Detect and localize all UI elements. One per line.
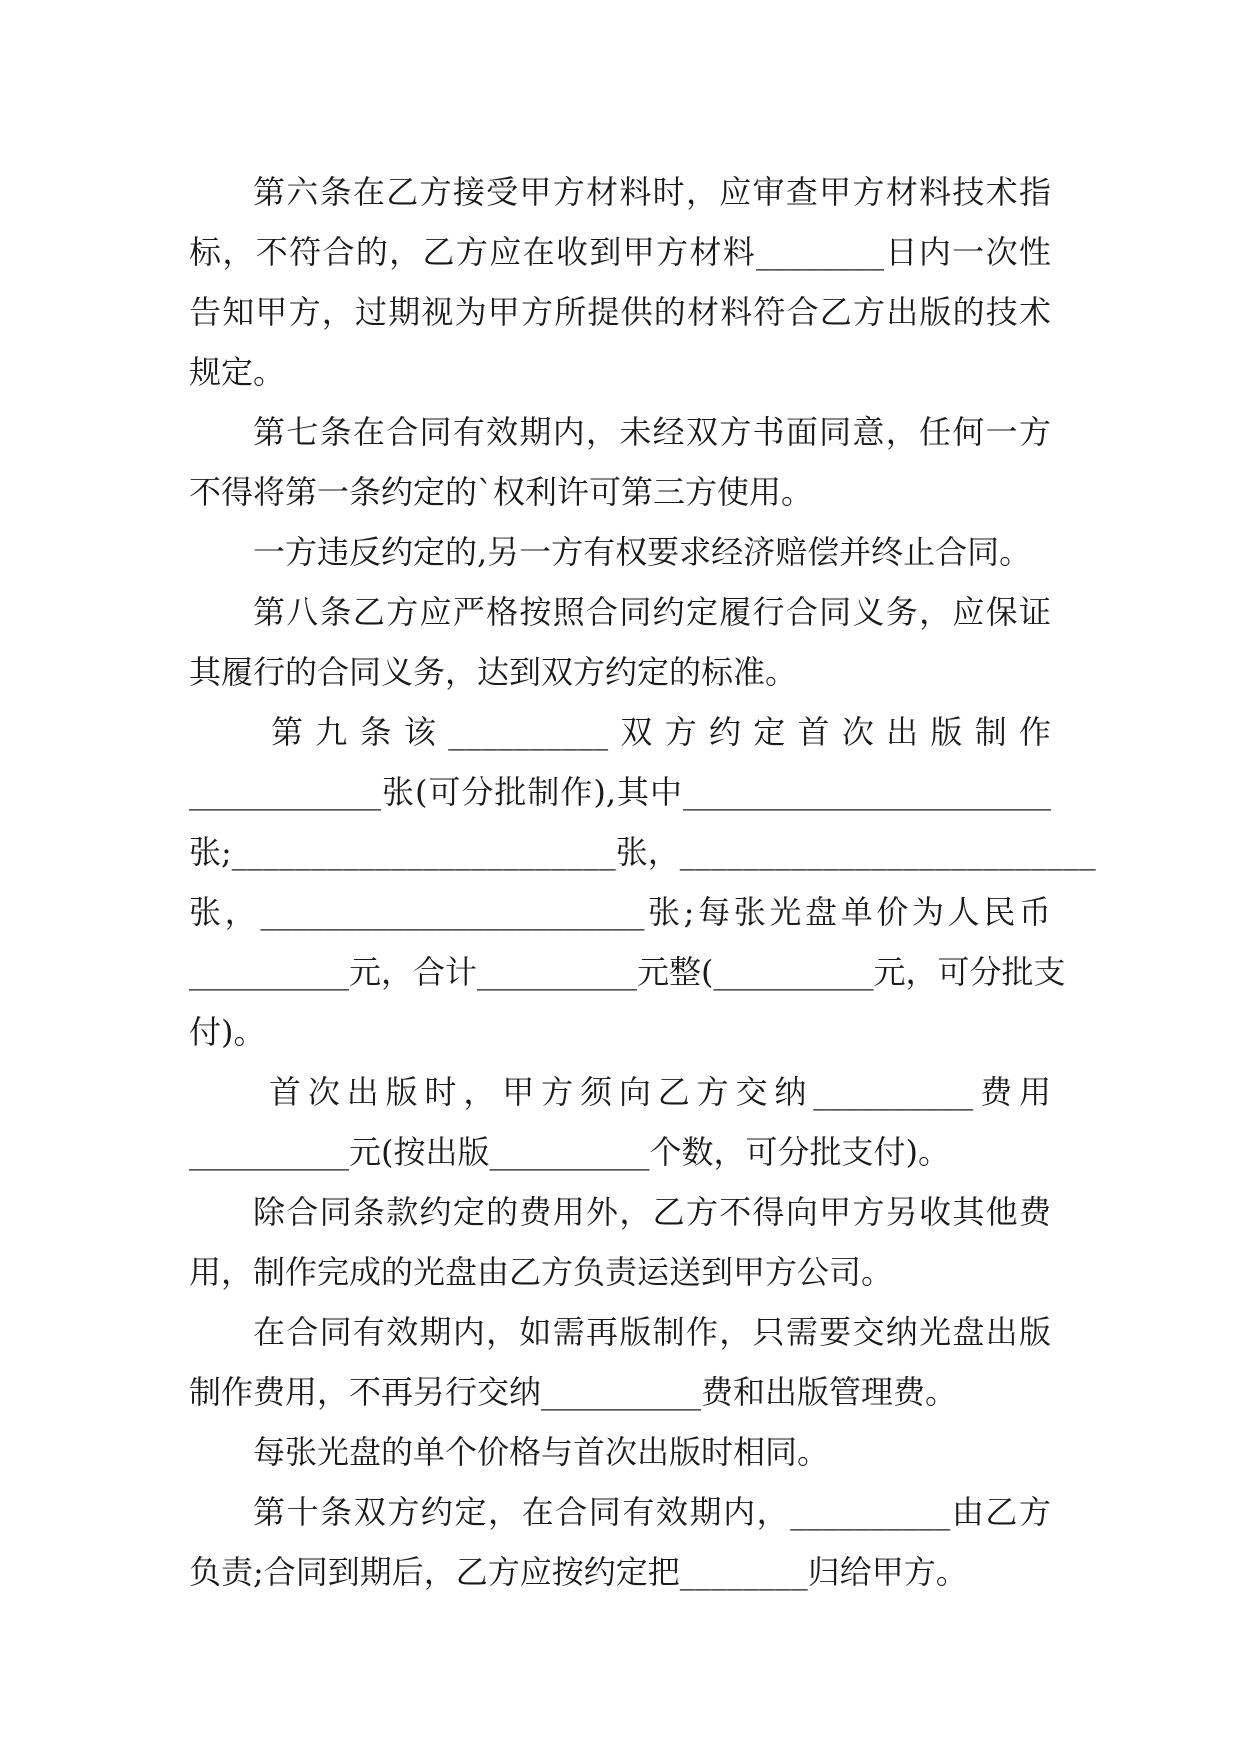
- article-9-line-5: __________元，合计__________元整(__________元，可分批支: [189, 953, 1066, 991]
- article-10-line-1: 第十条双方约定，在合同有效期内，__________由乙方: [253, 1493, 1051, 1531]
- article-9-line-6: 付)。: [189, 1013, 266, 1051]
- first-publish-line-1: 首次出版时，甲方须向乙方交纳__________费用: [269, 1073, 1051, 1111]
- document-page: [189, 162, 1096, 1602]
- article-9-line-2: ____________张(可分批制作),其中_______________________: [189, 773, 1051, 811]
- article-10-line-2: 负责;合同到期后，乙方应按约定把________归给甲方。: [189, 1553, 968, 1591]
- reprint-line-2: 制作费用，不再另行交纳__________费和出版管理费。: [189, 1373, 958, 1411]
- unit-price-line: 每张光盘的单个价格与首次出版时相同。: [253, 1433, 830, 1471]
- article-8-line-1: 第八条乙方应严格按照合同约定履行合同义务，应保证: [253, 593, 1051, 631]
- fees-line-1: 除合同条款约定的费用外，乙方不得向甲方另收其他费: [253, 1193, 1051, 1231]
- article-6-line-4: 规定。: [189, 353, 286, 391]
- article-6-line-2: 标，不符合的，乙方应在收到甲方材料________日内一次性: [189, 233, 1051, 271]
- article-8-line-2: 其履行的合同义务，达到双方约定的标准。: [189, 653, 798, 691]
- article-9-line-3: 张;________________________张，__________________________: [189, 833, 1096, 871]
- article-7-line-1: 第七条在合同有效期内，未经双方书面同意，任何一方: [253, 413, 1051, 451]
- article-9-line-1: 第九条该__________双方约定首次出版制作: [271, 713, 1051, 751]
- first-publish-line-2: __________元(按出版__________个数，可分批支付)。: [189, 1133, 950, 1171]
- fees-line-2: 用，制作完成的光盘由乙方负责运送到甲方公司。: [189, 1253, 894, 1291]
- article-7-line-2: 不得将第一条约定的`权利许可第三方使用。: [189, 473, 814, 511]
- reprint-line-1: 在合同有效期内，如需再版制作，只需要交纳光盘出版: [253, 1313, 1051, 1351]
- article-9-line-4: 张，________________________张;每张光盘单价为人民币: [189, 893, 1051, 931]
- article-6-line-1: 第六条在乙方接受甲方材料时，应审查甲方材料技术指: [253, 173, 1051, 211]
- article-6-line-3: 告知甲方，过期视为甲方所提供的材料符合乙方出版的技术: [189, 293, 1051, 331]
- breach-clause: 一方违反约定的,另一方有权要求经济赔偿并终止合同。: [253, 533, 1032, 571]
